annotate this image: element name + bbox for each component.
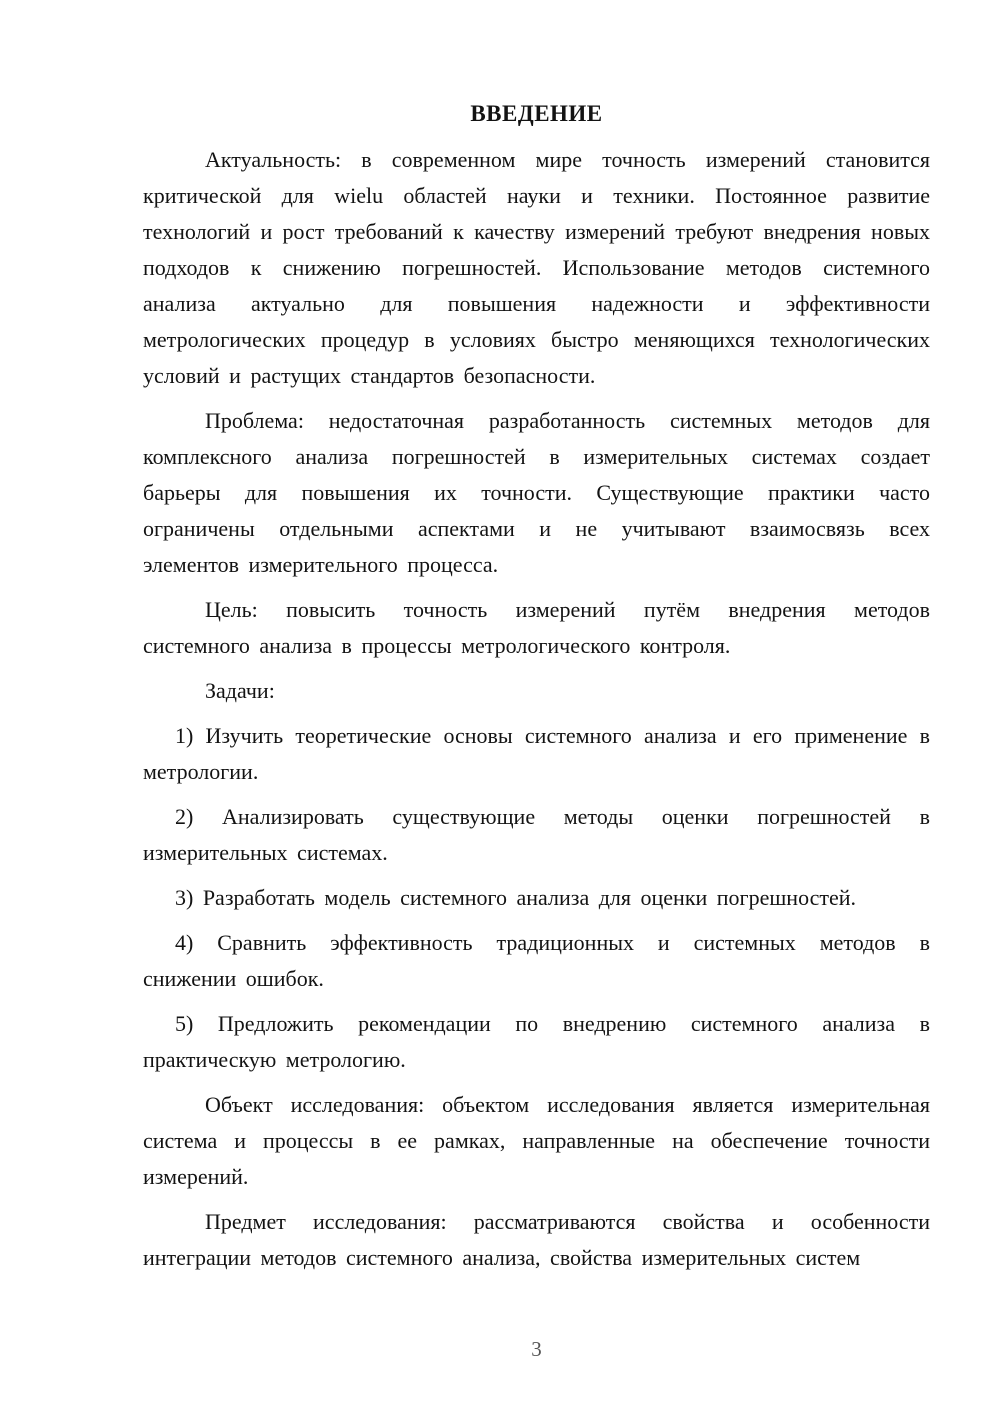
task-item-4: 4) Сравнить эффективность традиционных и системных методов в снижении ошибок. bbox=[143, 930, 930, 991]
task-item-2: 2) Анализировать существующие методы оценки погрешностей в измерительных системах. bbox=[143, 804, 930, 865]
paragraph-problem: Проблема: недостаточная разработанность системных методов для комплексного анализа погрешностей в измерительных системах создает барьеры для повышения их точности. Существующие практики часто ограничены отдельными аспектами и не учитывают взаимосвязь всех элементов измерительного процесса. bbox=[143, 408, 930, 577]
task-item-1: 1) Изучить теоретические основы системного анализа и его применение в метрологии. bbox=[143, 723, 930, 784]
paragraph-goal: Цель: повысить точность измерений путём внедрения методов системного анализа в процессы метрологического контроля. bbox=[143, 597, 930, 658]
paragraph-research-subject: Предмет исследования: рассматриваются свойства и особенности интеграции методов системного анализа, свойства измерительных систем bbox=[143, 1209, 930, 1270]
task-item-3: 3) Разработать модель системного анализа для оценки погрешностей. bbox=[175, 885, 857, 910]
page-title: ВВЕДЕНИЕ bbox=[470, 101, 603, 126]
paragraph-relevance: Актуальность: в современном мире точность измерений становится критической для wielu областей науки и техники. Постоянное развитие технологий и рост требований к качеству измерений требуют внедрения новых подходов к снижению погрешностей. Использование методов системного анализа актуально для повышения надежности и эффективности метрологических процедур в условиях быстро меняющихся технологических условий и растущих стандартов безопасности. bbox=[143, 147, 930, 388]
paragraph-tasks-label: Задачи: bbox=[205, 678, 275, 703]
task-item-5: 5) Предложить рекомендации по внедрению системного анализа в практическую метрологию. bbox=[143, 1011, 930, 1072]
paragraph-research-object: Объект исследования: объектом исследования является измерительная система и процессы в ее рамках, направленные на обеспечение точности измерений. bbox=[143, 1092, 930, 1189]
page-number: 3 bbox=[531, 1337, 542, 1361]
